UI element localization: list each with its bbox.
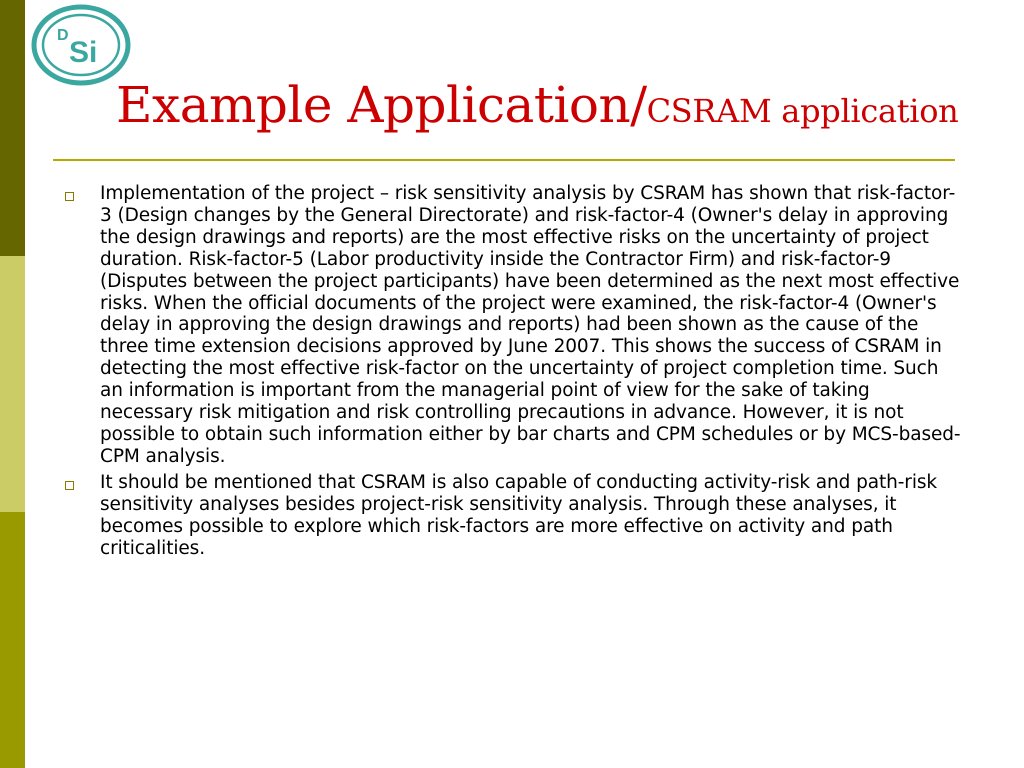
logo-letters-si: Si xyxy=(69,36,98,69)
left-stripe-bottom xyxy=(0,512,25,768)
title-divider xyxy=(53,159,955,161)
square-bullet-icon xyxy=(65,481,74,490)
slide-title xyxy=(116,76,959,134)
logo-letter-d: D xyxy=(57,27,69,44)
bullet-text: It should be mentioned that CSRAM is also capable of conducting activity-risk and path-risk sensitivity analyses besides project-risk sensitivity analysis. Through these analyses, it becomes possible to explore which risk-factors are more effective on activity and path criticalities. xyxy=(100,471,938,559)
bullet-item xyxy=(64,183,964,468)
bullet-item xyxy=(64,472,964,560)
left-stripe-middle xyxy=(0,256,25,512)
title-main: Example Application/ xyxy=(116,76,647,134)
dsi-logo xyxy=(31,4,131,86)
square-bullet-icon xyxy=(65,192,74,201)
left-stripe-top xyxy=(0,0,25,256)
title-sub: CSRAM application xyxy=(646,92,959,130)
bullet-text: Implementation of the project – risk sensitivity analysis by CSRAM has shown that risk-factor-3 (Design changes by the General Directorate) and risk-factor-4 (Owner's delay in approving the design drawings and reports) are the most effective risks on the uncertainty of project duration. Risk-factor-5 (Labor productivity inside the Contractor Firm) and risk-factor-9 (Disputes between the project participants) have been determined as the next most effective risks. When the official documents of the project were examined, the risk-factor-4 (Owner's delay in approving the design drawings and reports) had been shown as the cause of the three time extension decisions approved by June 2007. This shows the success of CSRAM in detecting the most effective risk-factor on the uncertainty of project completion time. Such an information is important from the managerial point of view for the sake of taking necessary risk mitigation and risk controlling precautions in advance. However, it is not possible to obtain such information either by bar charts and CPM schedules or by MCS-based-CPM analysis. xyxy=(100,183,961,467)
bullet-list xyxy=(64,183,964,563)
